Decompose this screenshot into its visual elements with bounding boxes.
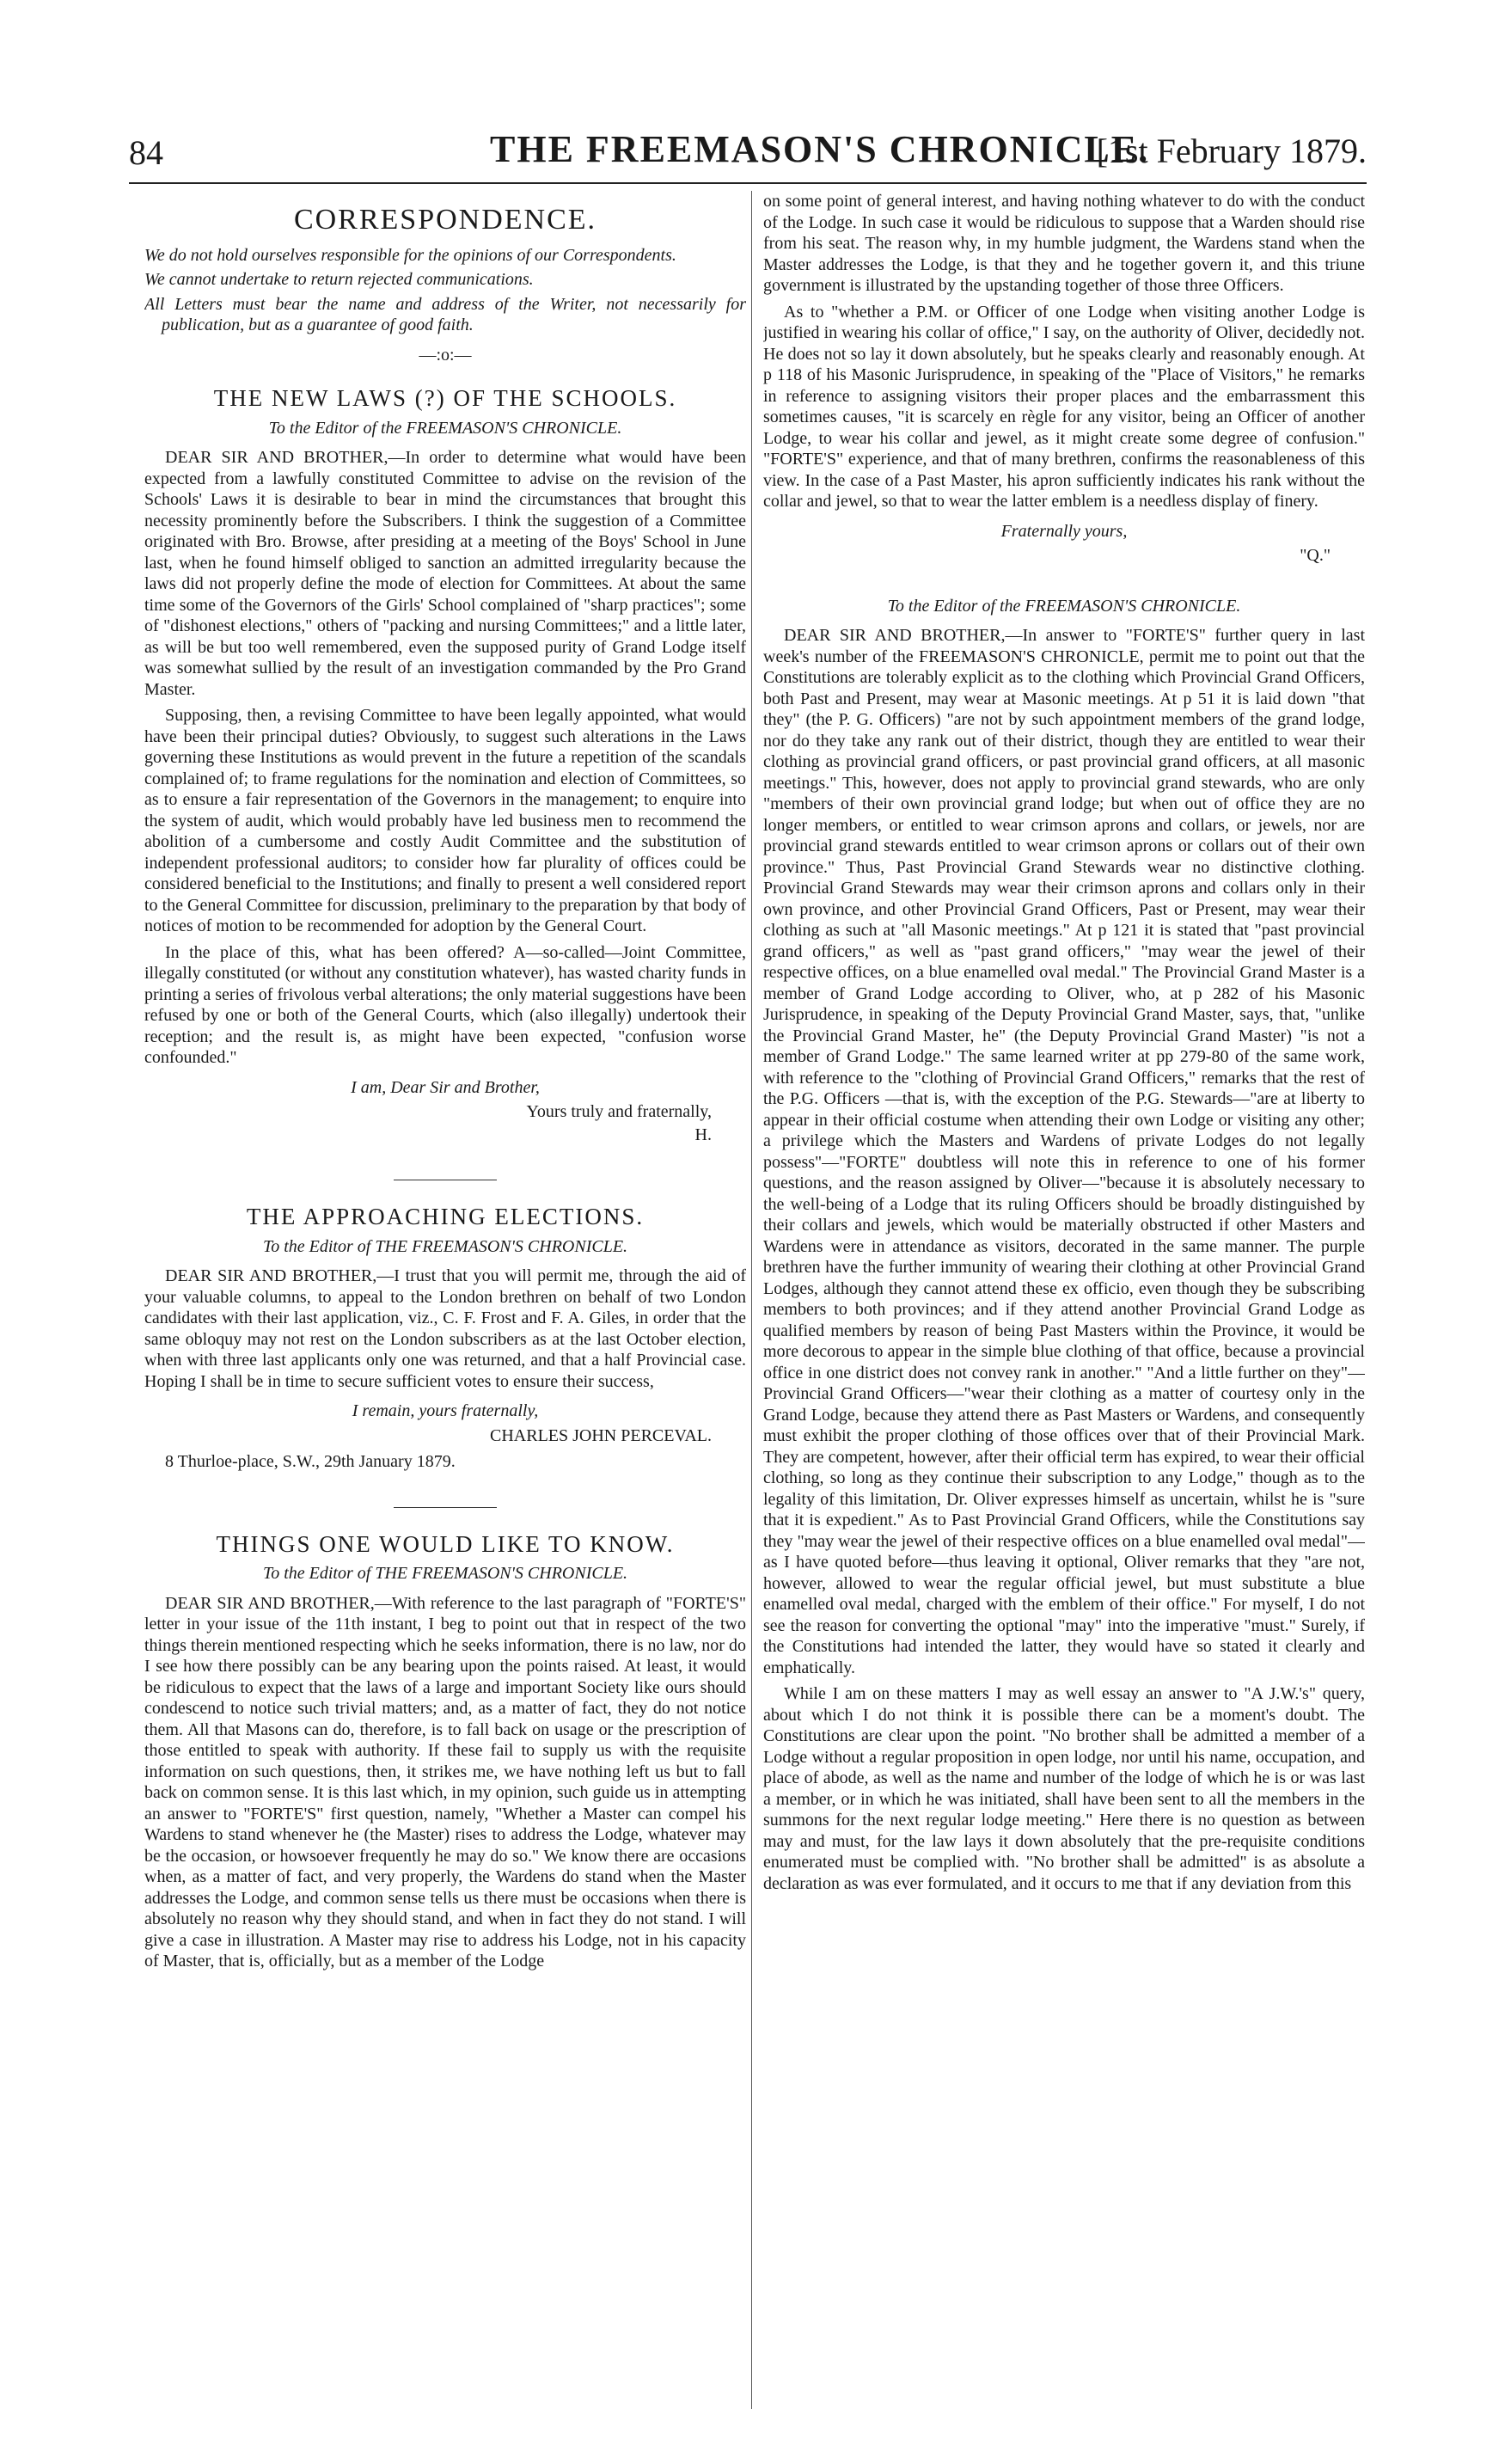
forte-reply-to-editor: To the Editor of the FREEMASON'S CHRONICLE. [887,596,1241,616]
elections-address: 8 Thurloe-place, S.W., 29th January 1879. [165,1452,456,1471]
separator: —:o:— [419,345,472,365]
elections-letter-title: THE APPROACHING ELECTIONS. [246,1204,645,1229]
header-rule [129,182,1367,184]
schools-closing: I am, Dear Sir and Brother, [351,1077,540,1097]
things-letter-title: THINGS ONE WOULD LIKE TO KNOW. [216,1530,675,1557]
page-header [129,127,1367,179]
paragraph: DEAR SIR AND BROTHER,—With reference to the last paragraph of "FORTE'S" letter in your issue of the 11th instant, I beg to point out that in respect of the two things therein mentioned respecting which he seeks information, there is no law, nor do I see how there possibly can be any bearing upon the points raised. At least, it would be ridiculous to expect that the laws of a large and important Society like ours should condescend to notice such trivial matters; and, as a matter of fact, they do not notice them. All that Masons can do, therefore, is to fall back on usage or the prescription of those entitled to speak with authority. If these fail to supply us with the requisite information on such questions, then, it strikes me, we have nothing left us but to fall back on common sense. It is this last which, in my opinion, such guide us in attempting an answer to "FORTE'S" first question, namely, "Whether a Master can compel his Wardens to stand whenever he (the Master) rises to address the Lodge, whatever may be the occasion, or howsoever frequently he may do so." We know there are occasions when, as a matter of fact, and very properly, the Wardens do stand when the Master addresses the Lodge, and common sense tells us there must be occasions when there is absolutely no reason why they should stand, and when in fact they do not stand. I will give a case in illustration. A Master may rise to address his Lodge, not in his capacity of Master, that is, officially, but as a member of the Lodge [144,1593,746,1971]
column-divider [751,191,752,2409]
paragraph: Supposing, then, a revising Committee to have been legally appointed, what would have been their principal duties? Obviously, to suggest such alterations in the Laws governing these Institutions as would prevent in the future a repetition of the scandals complained of; to frame regulations for the nomination and election of Committees, so as to ensure a fair representation of the Governors in the management; to enquire into the system of audit, which would probably have led business men to recommend the abolition of a cumbersome and costly Audit Committee and the substitution of independent professional auditors; to consider how far plurality of offices could be considered beneficial to the Institutions; and finally to present a well considered report to the General Committee for discussion, preliminary to the preparation by that body of notices of motion to be recommended for adoption by the General Court. [144,706,746,935]
right-column [763,191,1365,2409]
forte-reply-body [763,625,1365,1894]
q-signature: "Q." [1300,546,1331,565]
issue-date: [1st February 1879. [1096,132,1367,170]
disclaimer-letters: All Letters must bear the name and address of the Writer, not necessarily for publication, but as a guarantee of good faith. [144,294,746,334]
paragraph: In the place of this, what has been offered? A—so-called—Joint Committee, illegally constituted (or without any constitution whatever), has wasted charity funds in printing a series of frivolous verbal alterations; the only material suggestions have been refused by one or both of the General Courts, which (also illegally) undertook their reception; and the result is, as might have been expected, "confusion worse confounded." [144,942,746,1067]
things-to-editor: To the Editor of THE FREEMASON'S CHRONICLE. [262,1564,628,1583]
paragraph: As to "whether a P.M. or Officer of one Lodge when visiting another Lodge is justified in wearing his collar of office," I say, on the authority of Oliver, decidedly not. He does not so lay it down absolutely, but he speaks clearly and reasonably enough. At p 118 of his Masonic Jurisprudence, in speaking of the "Place of Visitors," he remarks in reference to assigning visitors their proper places and the embarrassment this sometimes causes, "it is scarcely en règle for any visitor, being an Officer of another Lodge, to wear his collar and jewel, as it might create some degree of confusion." "FORTE'S" experience, and that of many brethren, confirms the reasonableness of this view. In the case of a Past Master, his apron sufficiently indicates his rank without the collar and jewel, so that to wear the latter emblem is a needless display of finery. [763,302,1365,511]
elections-letter-body [144,1266,746,1392]
paragraph: While I am on these matters I may as well essay an answer to "A J.W.'s" query, about which I do not think it is possible there can be a moment's doubt. The Constitutions are clear upon the point. "No brother shall be admitted a member of a Lodge without a regular proposition in open lodge, nor until his name, occupation, and place of abode, as well as the name and number of the lodge of which he is or was last a member, or in which he was initiated, shall have been sent to all the members in the summons for the next regular lodge meeting." Here there is no question as between may and must, for the law lays it down absolutely that the pre-requisite conditions enumerated must be complied with. "No brother shall be admitted" is as absolute a declaration as was ever formulated, and it occurs to me that if any deviation from this [763,1684,1365,1893]
left-column [144,191,746,2409]
elections-closing: I remain, yours fraternally, [352,1401,539,1420]
disclaimer-opinions: We do not hold ourselves responsible for the opinions of our Correspondents. [144,245,676,265]
article-divider [394,1507,497,1508]
spacer [763,568,1365,591]
schools-to-editor: To the Editor of the FREEMASON'S CHRONICLE. [268,418,622,438]
things-letter-body [144,1593,746,1972]
schools-letter-title: THE NEW LAWS (?) OF THE SCHOOLS. [213,385,677,411]
schools-sign-off: Yours truly and fraternally, [526,1102,712,1121]
elections-signature: CHARLES JOHN PERCEVAL. [490,1425,712,1445]
schools-letter-body [144,447,746,1069]
paragraph: on some point of general interest, and having nothing whatever to do with the conduct of the Lodge. In such case it would be ridiculous to suppose that a Warden should rise from his seat. The reason why, in my humble judgment, the Wardens stand when the Master addresses the Lodge, is that they and he together govern it, and this triune government is illustrated by the upstanding together of those three Officers. [763,192,1365,295]
paragraph: DEAR SIR AND BROTHER,—In answer to "FORTE'S" further query in last week's number of the FREEMASON'S CHRONICLE, permit me to point out that the Constitutions are tolerably explicit as to the clothing which Provincial Grand Officers, both Past and Present, may wear at Masonic meetings. At p 51 it is laid down "that they" (the P. G. Officers) "are not by such appointment members of the grand lodge, nor do they take any rank out of their district, though they are entitled to wear their clothing as provincial grand officers, or past provincial grand officers, at all masonic meetings." This, however, does not apply to provincial grand stewards, who are only "members of their own provincial grand lodge; but when out of office they are no longer members, or entitled to wear crimson aprons and collars, or jewels, nor are provincial grand stewards entitled to wear crimson aprons or collars out of their own province." Thus, Past Provincial Grand Stewards wear no distinctive clothing. Provincial Grand Stewards may wear their crimson aprons and collars only in their own province, and other Provincial Grand Officers, Past or Present, may wear their clothing as such at "all Masonic meetings." At p 121 it is stated that "past provincial grand officers," as well as "past grand officers," "may wear the jewel of their respective offices, on a blue enamelled oval medal." The Provincial Grand Master is a member of Grand Lodge according to Oliver, who, at p 282 of his Masonic Jurisprudence, in speaking of the Deputy Provincial Grand Master, says, that, "unlike the Provincial Grand Master, he" (the Deputy Provincial Grand Master) "is not a member of Grand Lodge." The same learned writer at pp 279-80 of the same work, with reference to the "clothing of Provincial Grand Officers," remarks that the rest of the P.G. Officers —that is, with the exception of the P.G. Stewards—"are at liberty to appear in their official costume when attending their own Lodge or visiting any other; a privilege which the Masters and Wardens of private Lodges do not legally possess"—"FORTE" doubtless will note this in reference to one of his former questions, and the reason assigned by Oliver—"because it is absolutely necessary to the well-being of a Lodge that its ruling Officers should be broadly distinguished by their collars and jewels, which would be materially obstructed if other Masters and Wardens were in attendance as visitors, decorated in the same manner. The purple brethren have the further immunity of wearing their clothing at other Provincial Grand Lodges, although they cannot attend these ex officio, even though they be subscribing members to both provinces; and if they attend another Provincial Grand Lodge as qualified members by reason of being Past Masters within the Province, it would be more decorous to appear in the simple blue clothing of that office, because a provincial office in one district does not convey rank in another." "And a little further on they"—Provincial Grand Officers—"wear their clothing as a matter of courtesy only in the Grand Lodge, because they attend there as Past Masters or Wardens, and consequently must exhibit the proper clothing of those offices over that of their Provincial Mark. They are competent, however, after their official term has expired, to wear their official clothing, so long as they continue their subscription to any Lodge," though as to the legality of this limitation, Dr. Oliver expresses himself as uncertain, whilst he is "sure that it is expedient." As to Past Provincial Grand Officers, while the Constitutions say they "may wear the jewel of their respective offices on a blue enamelled oval medal"—as I have quoted before—thus leaving it optional, Oliver remarks that they "are not, however, allowed to wear the regular official jewel, but must substitute a blue enamelled oval medal, charged with the emblem of their office." For myself, I do not see the reason for converting the optional "may" into the imperative "must." Surely, if the Constitutions had intended the latter, they would have so stated it clearly and emphatically. [763,626,1365,1677]
continuation-body [763,191,1365,512]
correspondence-title: CORRESPONDENCE. [293,204,597,236]
paragraph: DEAR SIR AND BROTHER,—In order to determine what would have been expected from a lawfully constituted Committee to advise on the revision of the Schools' Laws it is desirable to bear in mind the circumstances that brought this necessity prominently before the Subscribers. I think the suggestion of a Committee originated with Bro. Browse, after presiding at a meeting of the Boys' School in June last, when he found himself obliged to sanction an admitted irregularity because the laws did not properly define the mode of election for Committees. At about the same time some of the Governors of the Girls' School complained of "sharp practices"; some of "dishonest elections," others of "packing and nursing Committees;" and a little later, as will be but too well remembered, even the supposed purity of Grand Lodge itself was somewhat sullied by the result of an investigation commanded by the Pro Grand Master. [144,448,746,699]
paragraph: DEAR SIR AND BROTHER,—I trust that you will permit me, through the aid of your valuable columns, to appeal to the London brethren on behalf of two London candidates with their last application, viz., C. F. Frost and F. A. Giles, in order that the same obloquy may not rest on the London subscribers as at the last October election, when with three last applicants only one was returned, and that a half Provincial case. Hoping I shall be in time to secure sufficient votes to ensure their success, [144,1266,746,1391]
schools-signature: H. [694,1125,712,1144]
masthead: THE FREEMASON'S CHRONICLE. [490,128,1150,170]
page-number: 84 [129,133,163,172]
q-closing: Fraternally yours, [1000,521,1128,541]
disclaimer-rejected: We cannot undertake to return rejected communications. [144,270,534,289]
elections-to-editor: To the Editor of THE FREEMASON'S CHRONICLE. [262,1236,628,1256]
